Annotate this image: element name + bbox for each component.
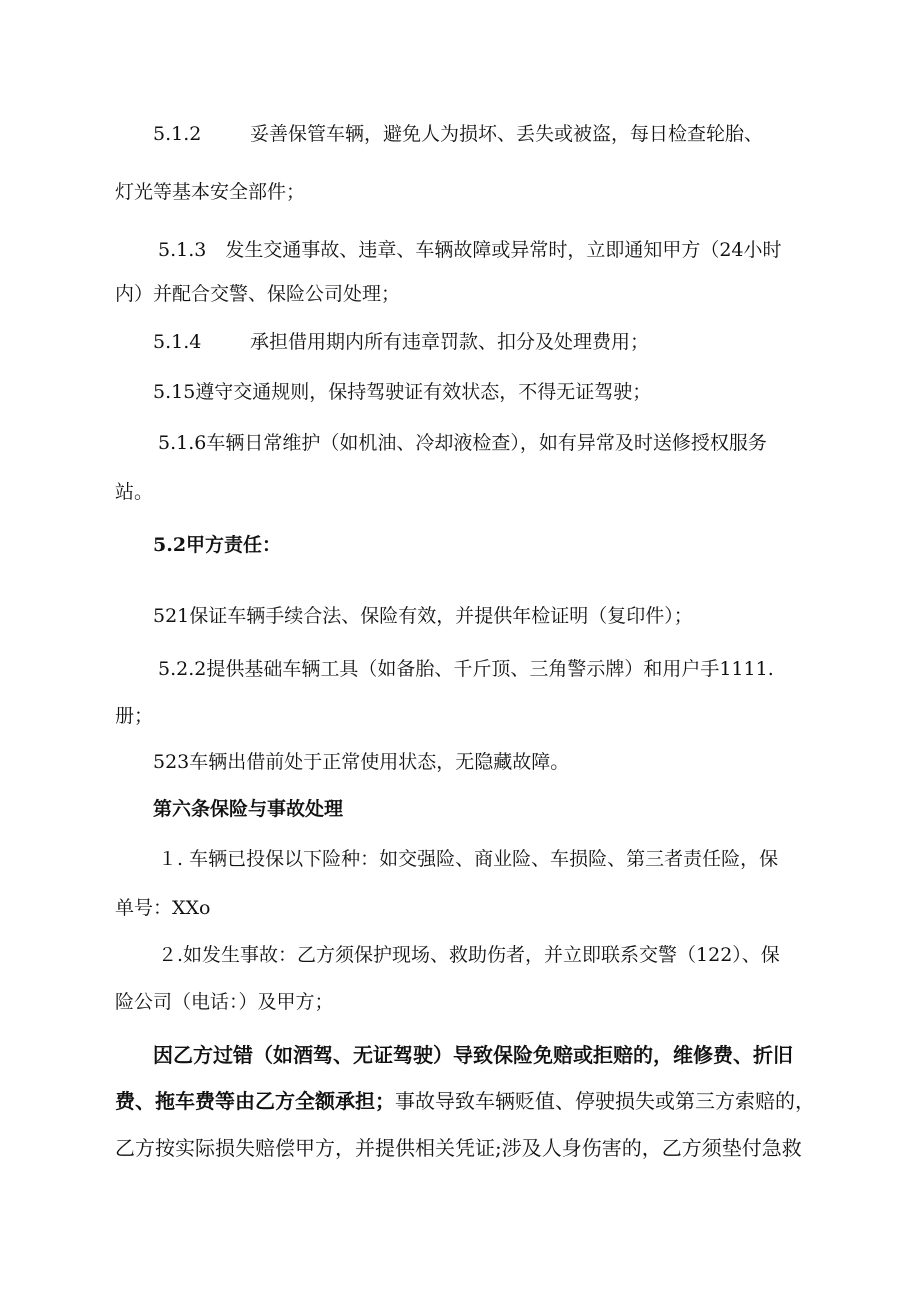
clause-text: 承担借用期内所有违章罚款、扣分及处理费用； <box>250 331 650 353</box>
section-5-2-heading: 5.2甲方责任： <box>153 534 282 556</box>
clause-number: 5.1.4 <box>153 331 202 353</box>
article-6-item2-line2: 险公司（电话：）及甲方； <box>115 991 334 1013</box>
clause-5-1-6-line1: 5.1.6车辆日常维护（如机油、冷却液检查），如有异常及时送修授权服务 <box>158 432 767 454</box>
clause-5-2-3: 523车辆出借前处于正常使用状态，无隐藏故障。 <box>153 751 570 773</box>
article-6-para-line3: 乙方按实际损失赔偿甲方，并提供相关凭证;涉及人身伤害的，乙方须垫付急救 <box>115 1136 802 1160</box>
clause-5-1-2-line1 <box>153 122 763 146</box>
article-6-item1-line1: １. 车辆已投保以下险种：如交强险、商业险、车损险、第三者责任险，保 <box>158 848 779 870</box>
clause-5-2-1: 521保证车辆手续合法、保险有效，并提供年检证明（复印件）； <box>153 605 693 627</box>
clause-5-1-3-line1: 5.1.3 发生交通事故、违章、车辆故障或异常时，立即通知甲方（24小时 <box>158 239 782 261</box>
para-bold-text: 费、拖车费等由乙方全额承担； <box>115 1089 395 1113</box>
article-6-para-line2 <box>115 1089 815 1113</box>
clause-5-1-2-line2: 灯光等基本安全部件； <box>115 181 306 203</box>
clause-5-2-2-line1: 5.2.2提供基础车辆工具（如备胎、千斤顶、三角警示牌）和用户手1111. <box>158 658 774 680</box>
clause-number: 5.1.2 <box>153 123 202 145</box>
clause-5-1-6-line2: 站。 <box>115 481 154 503</box>
clause-text: 妥善保管车辆，避免人为损坏、丢失或被盗，每日检查轮胎、 <box>250 123 764 145</box>
clause-5-1-3-line2: 内）并配合交警、保险公司处理； <box>115 283 401 305</box>
clause-5-2-2-line2: 册； <box>115 705 154 727</box>
article-6-heading: 第六条保险与事故处理 <box>153 798 344 820</box>
article-6-item1-line2: 单号：XXo <box>115 897 211 919</box>
clause-5-1-5: 5.15遵守交通规则，保持驾驶证有效状态，不得无证驾驶； <box>153 381 652 403</box>
article-6-item2-line1: ２.如发生事故：乙方须保护现场、救助伤者，并立即联系交警（122）、保 <box>158 944 780 966</box>
para-plain-text: 事故导致车辆贬值、停驶损失或第三方索赔的， <box>395 1089 815 1113</box>
article-6-para-line1: 因乙方过错（如酒驾、无证驾驶）导致保险免赔或拒赔的，维修费、折旧 <box>153 1043 793 1067</box>
clause-5-1-4 <box>153 330 649 354</box>
